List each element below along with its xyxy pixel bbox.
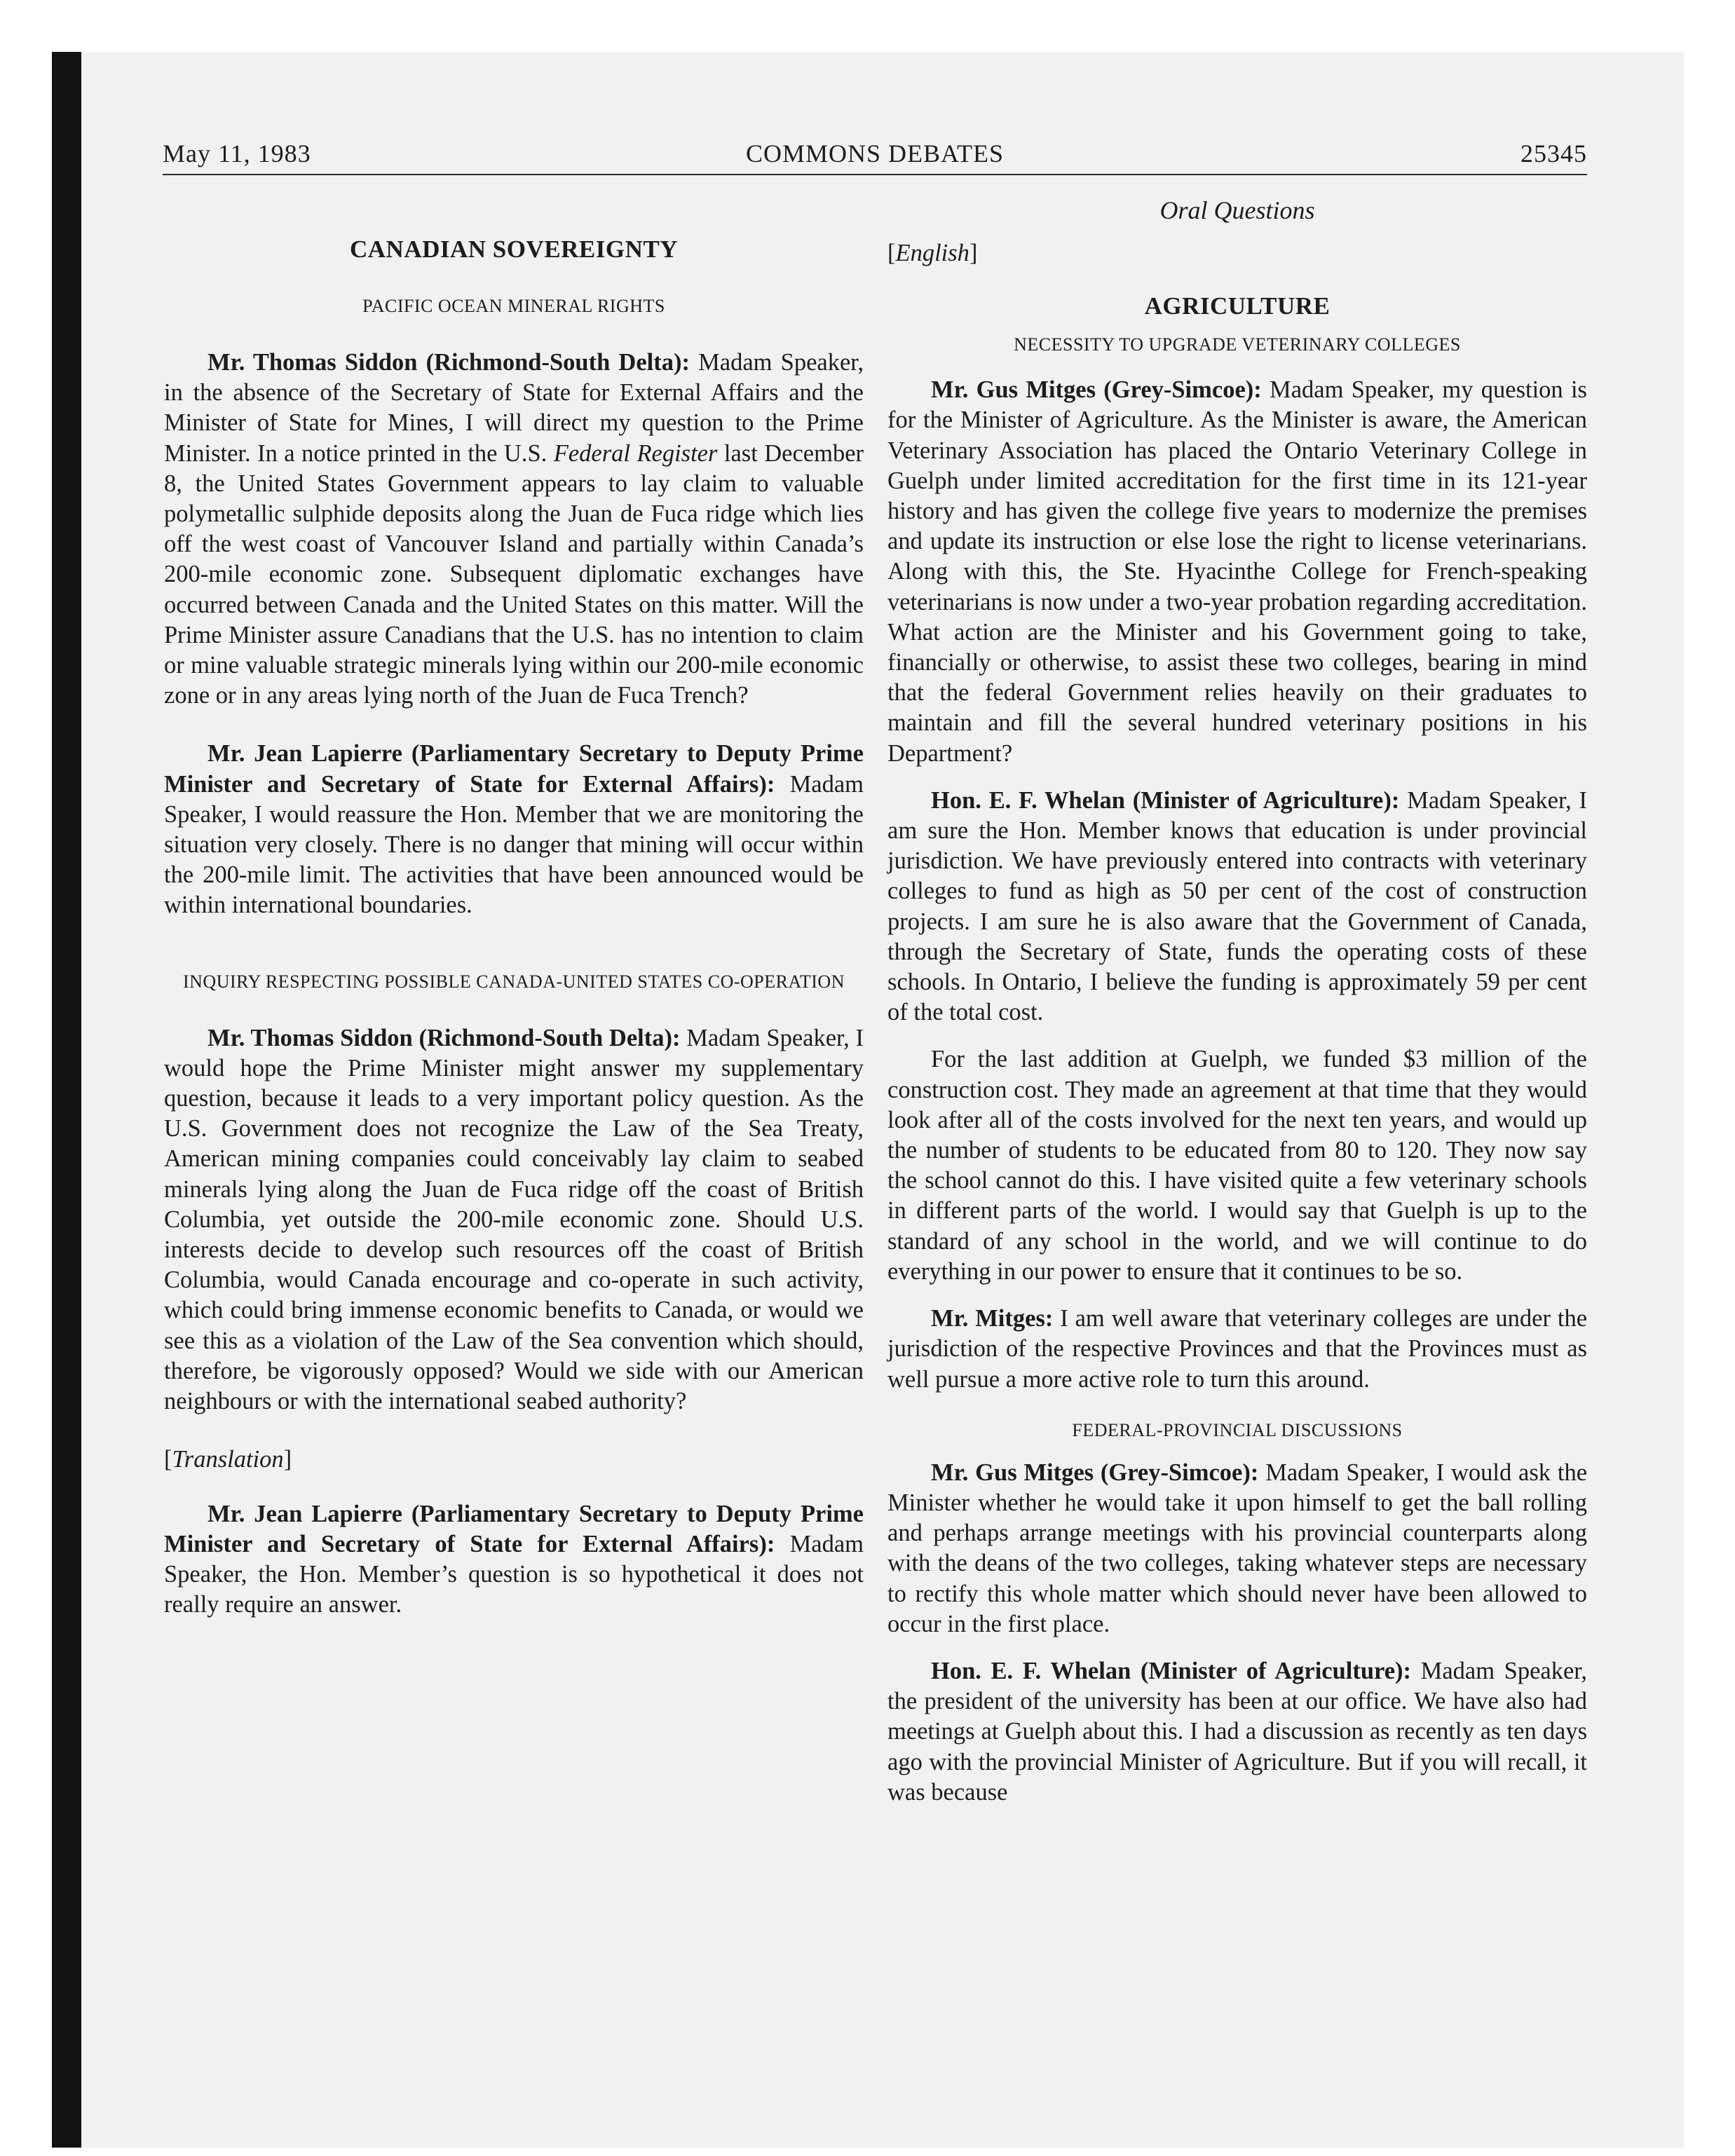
speaker-name: Mr. Gus Mitges (Grey-Simcoe): — [931, 376, 1262, 404]
left-column — [164, 236, 864, 1637]
paragraph-text: Madam Speaker, I would ask the Minister whether he would take it upon himself to get the ball rolling and perhaps arrange meetings with his provincial counterparts along with the deans of the two colleges, taking whatever steps are necessary to rectify this whole matter which should never have been allowed to occur in the first place. — [887, 1459, 1588, 1637]
binding-edge — [52, 52, 81, 2148]
subheading-veterinary-colleges: NECESSITY TO UPGRADE VETERINARY COLLEGES — [1014, 334, 1461, 355]
speaker-name: Mr. Mitges: — [931, 1305, 1054, 1332]
paragraph-text: Madam Speaker, I am sure the Hon. Member knows that education is under provincial jurisdiction. We have previously entered into contracts with veterinary colleges to fund as high as 50 per cent of the cost of construction projects. I am sure he is also aware that the Government of Canada, through the Secretary of State, funds the operating costs of these schools. In Ontario, I believe the funding is approximately 59 per cent of the total cost. — [887, 786, 1588, 1026]
paragraph-siddon-supplementary — [164, 1023, 864, 1417]
language-marker-english — [887, 238, 1587, 268]
paragraph-text: For the last addition at Guelph, we funded $3 million of the construction cost. They made an agreement at that time that they would look after all of the costs involved for the next ten years, and would up the number of students to be educated from 80 to 120. They now say the school cannot do this. I have visited quite a few veterinary schools in different parts of the world. I would say that Guelph is up to the standard of any school in the world, and we will continue to do everything in our power to ensure that it continues to be so. — [887, 1046, 1587, 1285]
speaker-name: Mr. Thomas Siddon (Richmond-South Delta): — [207, 349, 690, 376]
paragraph-text: last December 8, the United States Government appears to lay claim to valuable polymetallic sulphide deposits along the Juan de Fuca ridge which lies off the west coast of Vancouver Island and partially within Canada’s 200-mile economic zone. Subsequent diplomatic exchanges have occurred between Canada and the United States on this matter. Will the Prime Minister assure Canadians that the U.S. has no intention to claim or mine valuable strategic minerals lying within our 200-mile economic zone or in any areas lying north of the Juan de Fuca Trench? — [164, 439, 864, 709]
speaker-name: Mr. Jean Lapierre (Parliamentary Secretary to Deputy Prime Minister and Secretary of State for External Affairs): — [164, 740, 864, 798]
paragraph-text: Madam Speaker, the Hon. Member’s question is so hypothetical it does not really require an answer. — [164, 1530, 864, 1618]
paragraph-whelan-discussions — [887, 1656, 1587, 1808]
paragraph-text: Madam Speaker, I would reassure the Hon. Member that we are monitoring the situation very closely. There is no danger that mining will occur within the 200-mile limit. The activities that have been announced would be within international boundaries. — [164, 770, 864, 919]
paragraph-mitges-followup — [887, 1304, 1587, 1395]
paragraph-lapierre-answer — [164, 739, 864, 920]
header-date: May 11, 1983 — [163, 139, 311, 168]
header-title: COMMONS DEBATES — [745, 139, 1005, 168]
subheading-federal-provincial: FEDERAL-PROVINCIAL DISCUSSIONS — [1072, 1419, 1403, 1440]
paragraph-whelan-answer — [887, 786, 1587, 1028]
header-rule — [163, 174, 1587, 175]
paragraph-mitges-question — [887, 375, 1587, 769]
page-header — [163, 139, 1587, 175]
paragraph-mitges-discussions — [887, 1458, 1587, 1639]
running-head: Oral Questions — [1159, 196, 1315, 224]
paragraph-text: Madam Speaker, my question is for the Minister of Agriculture. As the Minister is aware, the American Veterinary Association has placed the Ontario Veterinary College in Guelph under limited accreditation for the first time in its 121-year history and has given the college five years to modernize the premises and update its instruction or else lose the right to license veterinarians. Along with this, the Ste. Hyacinthe College for French-speaking veterinarians is now under a two-year probation regarding accreditation. What action are the Minister and his Government going to take, financially or otherwise, to assist these two colleges, bearing in mind that the federal Government relies heavily on their graduates to maintain and fill the several hundred veterinary positions in his Department? — [887, 376, 1587, 767]
section-heading-agriculture: AGRICULTURE — [1144, 292, 1331, 320]
bracket-close: ] — [283, 1446, 292, 1473]
paragraph-whelan-continued — [887, 1044, 1587, 1287]
language-marker-translation — [164, 1445, 864, 1475]
paragraph-text: Madam Speaker, the president of the university has been at our office. We have also had meetings at Guelph about this. I had a discussion as recently as ten days ago with the provincial Minister of Agriculture. But if you will recall, it was because — [887, 1657, 1587, 1806]
speaker-name: Mr. Gus Mitges (Grey-Simcoe): — [931, 1459, 1259, 1486]
speaker-name: Mr. Jean Lapierre (Parliamentary Secretary to Deputy Prime Minister and Secretary of State for External Affairs): — [164, 1500, 864, 1557]
language-word: English — [895, 240, 969, 266]
paragraph-text: I am well aware that veterinary colleges are under the jurisdiction of the respective Provinces and that the Provinces must as well pursue a more active role to turn this around. — [887, 1305, 1588, 1393]
paragraph-text: Madam Speaker, I would hope the Prime Minister might answer my supplementary question, because it leads to a very important policy question. As the U.S. Government does not recognize the Law of the Sea Treaty, American mining companies could conceivably lay claim to seabed minerals lying along the Juan de Fuca ridge off the coast of British Columbia, yet outside the 200-mile economic zone. Should U.S. interests decide to develop such resources off the coast of British Columbia, would Canada encourage and co-operate in such activity, which could bring immense economic benefits to Canada, or would we see this as a violation of the Law of the Sea convention which should, therefore, be vigorously opposed? Would we side with our American neighbours or with the international seabed authority? — [164, 1024, 864, 1415]
speaker-name: Mr. Thomas Siddon (Richmond-South Delta): — [207, 1024, 681, 1051]
paragraph-text: Madam Speaker, in the absence of the Secretary of State for External Affairs and the Minister of State for Mines, I will direct my question to the Prime Minister. In a notice printed in the U.S. — [164, 349, 864, 467]
speaker-name: Hon. E. F. Whelan (Minister of Agriculture): — [931, 1657, 1412, 1684]
right-column — [887, 196, 1587, 1824]
subheading-inquiry-cooperation: INQUIRY RESPECTING POSSIBLE CANADA-UNITED STATES CO-OPERATION — [183, 971, 845, 992]
bracket-open: [ — [887, 240, 896, 266]
bracket-close: ] — [969, 240, 978, 266]
italic-text: Federal Register — [553, 439, 718, 467]
section-heading-canadian-sovereignty: CANADIAN SOVEREIGNTY — [350, 236, 678, 263]
paragraph-siddon-question — [164, 348, 864, 711]
speaker-name: Hon. E. F. Whelan (Minister of Agriculture): — [931, 786, 1400, 814]
language-word: Translation — [172, 1446, 284, 1473]
subheading-pacific-ocean-mineral-rights: PACIFIC OCEAN MINERAL RIGHTS — [362, 296, 665, 316]
paragraph-lapierre-second-answer — [164, 1499, 864, 1621]
header-page-number: 25345 — [1520, 139, 1587, 168]
bracket-open: [ — [164, 1446, 172, 1473]
